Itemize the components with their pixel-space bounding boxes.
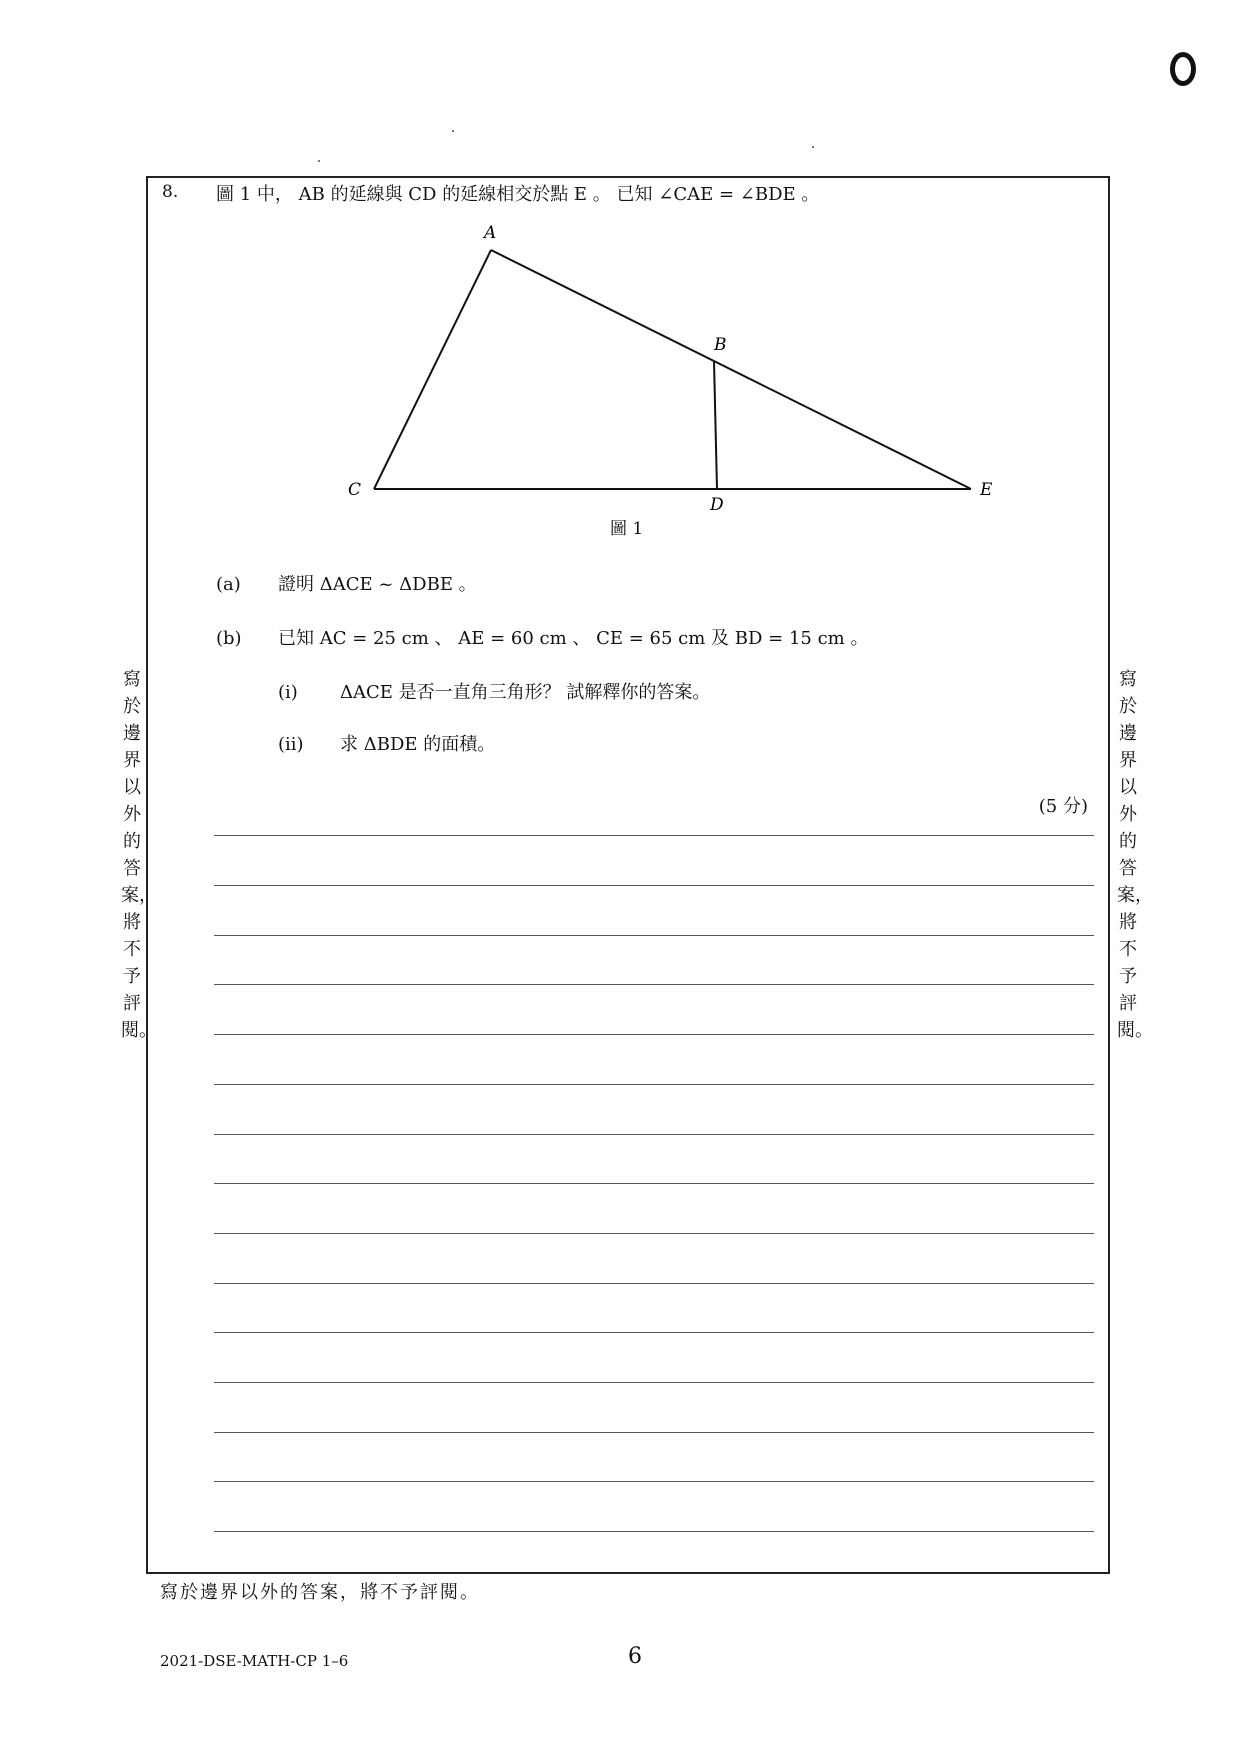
answer-line [214,1432,1094,1433]
marks: (5 分) [1038,796,1088,817]
answer-line [214,1233,1094,1234]
answer-line [214,835,1094,836]
point-label-d: D [710,495,724,515]
answer-line [214,1481,1094,1482]
footer-paper-code: 2021-DSE-MATH-CP 1–6 [160,1652,349,1670]
margin-note-left: 寫於邊界以外的答案，將不予評閱。 [121,669,157,1041]
corner-circle-mark [1170,52,1196,86]
answer-line [214,1382,1094,1383]
answer-frame [146,176,1110,1574]
answer-line [214,1084,1094,1085]
segment-ac [374,250,491,489]
part-b-i [278,678,710,704]
part-b-ii [278,730,495,756]
answer-line [214,1034,1094,1035]
part-b-i-label: (i) [278,682,298,703]
answer-line [214,1531,1094,1532]
answer-line [214,885,1094,886]
answer-line [214,1332,1094,1333]
question-text: 圖 1 中， AB 的延線與 CD 的延線相交於點 E 。 已知 ∠CAE = ∠BDE 。 [216,184,820,205]
answer-line [214,984,1094,985]
part-b-text: 已知 AC = 25 cm 、 AE = 60 cm 、 CE = 65 cm 及 BD = 15 cm 。 [278,628,869,649]
part-a [216,570,477,596]
part-b-ii-label: (ii) [278,734,304,755]
figure-caption: 圖 1 [610,519,644,539]
point-label-e: E [980,480,993,500]
answer-line [214,1134,1094,1135]
part-a-label: (a) [216,574,241,595]
question-number: 8. [162,182,179,202]
part-b-i-text: ΔACE 是否一直角三角形？ 試解釋你的答案。 [340,682,711,703]
scan-speck [452,130,454,132]
answer-line [214,1283,1094,1284]
margin-note-right: 寫於邊界以外的答案，將不予評閱。 [1117,669,1153,1041]
scan-speck [812,146,814,148]
scan-speck [318,160,320,162]
answer-line [214,1183,1094,1184]
segment-bd [714,361,717,489]
part-b [216,624,868,650]
page-number: 6 [628,1644,642,1669]
part-a-text: 證明 ΔACE ~ ΔDBE 。 [278,574,477,595]
point-label-a: A [484,223,497,243]
answer-line [214,935,1094,936]
point-label-b: B [714,335,727,355]
part-b-ii-text: 求 ΔBDE 的面積。 [340,734,496,755]
segment-ae [491,250,971,489]
bottom-margin-note: 寫於邊界以外的答案，將不予評閱。 [160,1582,480,1603]
point-label-c: C [348,480,362,500]
part-b-label: (b) [216,628,242,649]
